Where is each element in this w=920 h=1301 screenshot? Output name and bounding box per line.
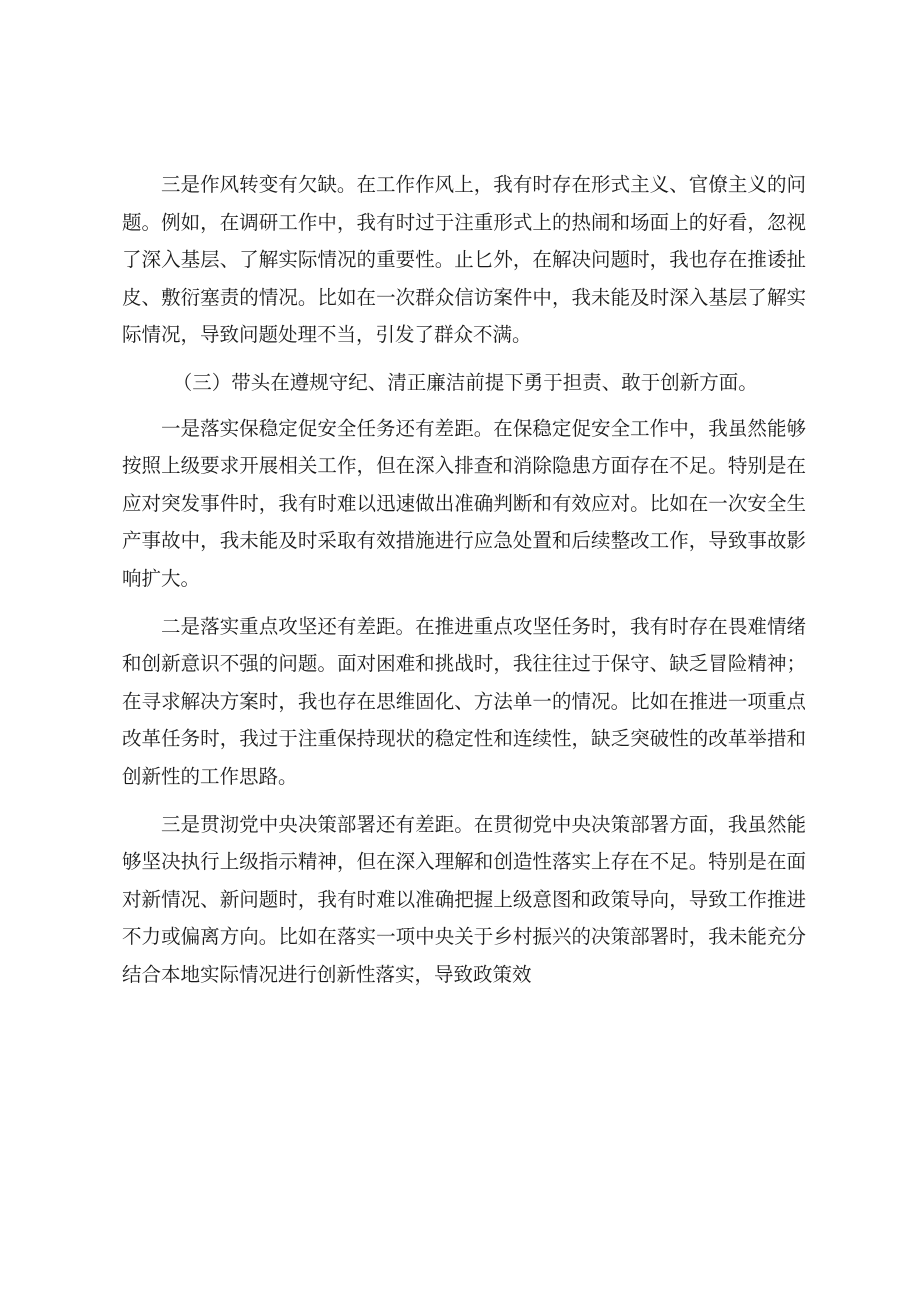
section-heading-three: （三）带头在遵规守纪、清正廉洁前提下勇于担责、敢于创新方面。: [172, 370, 758, 394]
paragraph-key-tasks: 二是落实重点攻坚还有差距。在推进重点攻坚任务时，我有时存在畏难情绪和创新意识不强的问题。面对困难和挑战时，我往往过于保守、缺乏冒险精神；在寻求解决方案时，我也存在思维固化、方法单一的情况。比如在推进一项重点改革任务时，我过于注重保持现状的稳定性和连续性，缺乏突破性的改革举措和创新性的工作思路。: [122, 614, 806, 788]
paragraph-central-decisions: 三是贯沏党中央决策部署还有差距。在贯彻党中央决策部署方面，我虽然能够坚决执行上级指示精神，但在深入理解和创造性落实上存在不足。特别是在面对新情况、新问题时，我有时难以准确把握上级意图和政策导向，导致工作推进不力或偏离方向。比如在落实一项中央关于乡村振兴的决策部署时，我未能充分结合本地实际情况进行创新性落实，导致政策效: [122, 812, 806, 986]
paragraph-work-style: 三是作风转变有欠缺。在工作作风上，我有时存在形式主义、官僚主义的问题。例如，在调研工作中，我有时过于注重形式上的热闹和场面上的好看，忽视了深入基层、了解实际情况的重要性。止匕外，在解决问题时，我也存在推诿扯皮、敷衍塞责的情况。比如在一次群众信访案件中，我未能及时深入基层了解实际情况，导致问题处理不当，引发了群众不满。: [122, 173, 806, 347]
document-body: [122, 166, 806, 1003]
paragraph-stability-safety: 一是落实保稳定促安全任务还有差距。在保稳定促安全工作中，我虽然能够按照上级要求开展相关工作，但在深入排查和消除隐患方面存在不足。特别是在应对突发事件时，我有时难以迅速做出准确判断和有效应对。比如在一次安全生产事故中，我未能及时采取有效措施进行应急处置和后续整改工作，导致事故影响扩大。: [122, 416, 806, 590]
